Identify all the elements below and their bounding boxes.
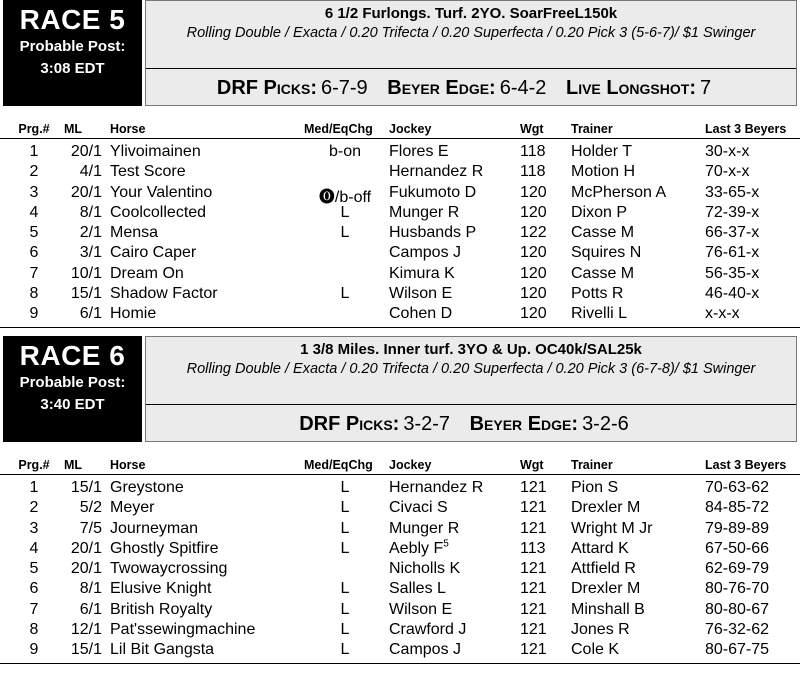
cell-beyers: 80-80-67 (705, 600, 770, 618)
cell-jockey (389, 184, 476, 202)
race-header (0, 336, 800, 442)
col-ml: ML (64, 458, 83, 472)
cell-med: ⓿/b-off (318, 188, 372, 206)
race-header (0, 0, 800, 106)
table-row (0, 162, 800, 182)
race-number: RACE 5 (19, 4, 126, 35)
cell-ml: 3/1 (79, 244, 102, 262)
race-conditions: 6 1/2 Furlongs. Turf. 2YO. SoarFreeL150k (324, 5, 618, 22)
cell-trainer: Dixon P (571, 203, 628, 221)
pick-item (217, 77, 382, 99)
cell-ml: 20/1 (70, 183, 102, 201)
race-picks (146, 75, 796, 101)
jockey-name: Flores E (389, 143, 449, 160)
cell-horse: Meyer (110, 499, 155, 517)
cell-beyers: 67-50-66 (705, 539, 770, 557)
cell-prg: 8 (29, 285, 39, 303)
cell-beyers: 30-x-x (705, 143, 750, 160)
cell-jockey (389, 621, 466, 639)
cell-prg: 5 (29, 224, 39, 242)
cell-beyers: 33-65-x (705, 183, 760, 201)
cell-wgt: 121 (520, 600, 547, 618)
cell-beyers: x-x-x (705, 305, 740, 323)
cell-ml: 7/5 (79, 519, 102, 537)
cell-prg: 6 (29, 580, 39, 598)
cell-med: L (340, 224, 350, 242)
cell-jockey (389, 143, 449, 161)
col-horse: Horse (110, 122, 146, 136)
cell-wgt: 118 (520, 143, 546, 160)
jockey-name: Campos J (389, 641, 462, 659)
cell-med: L (340, 285, 350, 303)
cell-wgt: 121 (520, 580, 547, 598)
cell-horse: Coolcollected (110, 203, 207, 221)
cell-trainer: Minshall B (571, 600, 645, 618)
cell-ml: 12/1 (70, 621, 102, 639)
cell-horse: Lil Bit Gangsta (110, 641, 215, 659)
cell-prg: 4 (29, 203, 39, 221)
jockey-name: Munger R (389, 519, 460, 537)
jockey-name: Fukumoto D (389, 183, 477, 201)
jockey-name: Munger R (389, 203, 460, 221)
table-row (0, 620, 800, 640)
col-jockey: Jockey (389, 458, 432, 472)
pick-label: Beyer Edge: (387, 77, 496, 99)
cell-prg: 1 (29, 143, 39, 160)
cell-horse: Twowaycrossing (110, 560, 228, 578)
cell-med: L (340, 621, 350, 639)
jockey-name: Hernandez R (389, 163, 484, 181)
jockey-name: Hernandez R (389, 479, 484, 496)
cell-wgt: 121 (520, 479, 547, 496)
cell-wgt: 113 (520, 539, 546, 557)
cell-med: b-on (328, 143, 362, 160)
cell-horse: Elusive Knight (110, 580, 212, 598)
cell-ml: 4/1 (79, 163, 102, 181)
col-trainer: Trainer (571, 122, 613, 136)
cell-prg: 2 (29, 499, 39, 517)
cell-ml: 8/1 (79, 203, 102, 221)
jockey-name: Crawford J (389, 621, 467, 639)
race-info-panel (145, 0, 797, 106)
cell-trainer: Holder T (571, 143, 633, 160)
cell-beyers: 76-32-62 (705, 621, 770, 639)
pick-label: Live Longshot: (565, 77, 696, 99)
jockey-name: Kimura K (389, 264, 455, 282)
cell-wgt: 121 (520, 519, 547, 537)
apprentice-allowance: 5 (443, 538, 449, 550)
cell-horse: Your Valentino (110, 183, 213, 201)
pick-value: 6-7-9 (320, 77, 368, 99)
cell-med: L (340, 519, 350, 537)
cell-wgt: 118 (520, 163, 546, 181)
cell-prg: 8 (29, 621, 39, 639)
cell-jockey (389, 244, 461, 262)
cell-horse: Pat'ssewingmachine (110, 621, 256, 639)
table-row (0, 519, 800, 539)
cell-beyers: 62-69-79 (705, 560, 770, 578)
cell-jockey (389, 641, 461, 659)
cell-beyers: 80-76-70 (705, 580, 770, 598)
col-ml: ML (64, 122, 83, 136)
cell-prg: 7 (29, 600, 39, 618)
picks-divider (146, 68, 796, 69)
race-title-box (3, 0, 142, 106)
cell-ml: 5/2 (79, 499, 102, 517)
table-row (0, 284, 800, 304)
cell-beyers: 70-x-x (705, 163, 750, 181)
col-wgt: Wgt (520, 122, 544, 136)
table-row (0, 264, 800, 284)
race-title-box (3, 336, 142, 442)
cell-horse: British Royalty (110, 600, 213, 618)
cell-wgt: 122 (520, 224, 547, 242)
picks-divider (146, 404, 796, 405)
table-row (0, 539, 800, 559)
cell-prg: 9 (29, 305, 39, 323)
cell-wgt: 120 (520, 285, 547, 303)
cell-beyers: 80-67-75 (705, 641, 770, 659)
pick-label: DRF Picks: (299, 413, 400, 435)
pick-value: 3-2-6 (582, 413, 629, 435)
table-row (0, 183, 800, 206)
cell-horse: Journeyman (110, 519, 199, 537)
cell-med: L (340, 539, 350, 557)
cell-prg: 4 (29, 539, 39, 557)
table-row (0, 600, 800, 620)
cell-jockey (389, 479, 483, 497)
col-med: Med/EqChg (304, 458, 373, 472)
cell-trainer: Jones R (571, 621, 630, 639)
cell-ml: 20/1 (70, 143, 102, 160)
cell-horse: Mensa (110, 224, 159, 242)
cell-beyers: 56-35-x (705, 264, 760, 282)
cell-wgt: 121 (520, 499, 547, 517)
cell-prg: 9 (29, 641, 39, 659)
cell-trainer: Pion S (571, 479, 619, 496)
cell-jockey (389, 580, 446, 598)
cell-ml: 6/1 (79, 305, 102, 323)
cell-horse: Test Score (110, 163, 186, 181)
cell-med: L (340, 203, 350, 221)
pick-value: 3-2-7 (403, 413, 451, 435)
cell-jockey (389, 305, 452, 323)
cell-horse: Shadow Factor (110, 285, 218, 303)
col-med: Med/EqChg (304, 122, 373, 136)
cell-trainer: McPherson A (571, 183, 667, 201)
cell-med: L (340, 580, 350, 598)
race-section (0, 0, 800, 328)
cell-trainer: Potts R (571, 285, 624, 303)
cell-trainer: Motion H (571, 163, 636, 181)
cell-horse: Greystone (110, 479, 184, 496)
cell-trainer: Rivelli L (571, 305, 628, 323)
cell-ml: 20/1 (70, 560, 102, 578)
cell-jockey (389, 520, 459, 538)
cell-trainer: Drexler M (571, 499, 641, 517)
cell-prg: 3 (29, 183, 39, 201)
cell-wgt: 120 (520, 264, 547, 282)
cell-wgt: 121 (520, 560, 547, 578)
jockey-name: Civaci S (389, 499, 448, 517)
cell-jockey (389, 540, 449, 558)
cell-trainer: Casse M (571, 224, 635, 242)
cell-trainer: Squires N (571, 244, 642, 262)
table-row (0, 640, 800, 660)
cell-beyers: 84-85-72 (705, 499, 770, 517)
table-row (0, 304, 800, 324)
jockey-name: Wilson E (389, 285, 453, 303)
race-picks (146, 411, 796, 437)
pick-item (387, 77, 560, 99)
cell-ml: 15/1 (70, 285, 102, 303)
table-row (0, 223, 800, 243)
cell-trainer: Attard K (571, 539, 629, 557)
cell-wgt: 120 (520, 203, 547, 221)
cell-beyers: 70-63-62 (705, 479, 770, 496)
cell-beyers: 76-61-x (705, 244, 760, 262)
post-time: 3:40 EDT (40, 396, 105, 413)
col-jockey: Jockey (389, 122, 432, 136)
cell-horse: Dream On (110, 264, 184, 282)
pick-label: Beyer Edge: (469, 413, 579, 435)
col-trainer: Trainer (571, 458, 613, 472)
col-prg: Prg.# (18, 458, 50, 472)
cell-prg: 2 (29, 163, 39, 181)
cell-jockey (389, 560, 460, 578)
cell-wgt: 120 (520, 244, 547, 262)
pick-value: 7 (699, 77, 712, 99)
cell-beyers: 72-39-x (705, 203, 760, 221)
col-horse: Horse (110, 458, 146, 472)
jockey-name: Nicholls K (389, 560, 461, 578)
cell-horse: Homie (110, 305, 157, 323)
cell-jockey (389, 163, 483, 181)
race-wagers: Rolling Double / Exacta / 0.20 Trifecta / 0.20 Superfecta / 0.20 Pick 3 (6-7-8)/ $1 Swinger (186, 361, 756, 377)
cell-beyers: 79-89-89 (705, 519, 770, 537)
col-prg: Prg.# (18, 122, 50, 136)
race-wagers: Rolling Double / Exacta / 0.20 Trifecta / 0.20 Superfecta / 0.20 Pick 3 (5-6-7)/ $1 Swinger (186, 25, 756, 41)
column-header-row (0, 452, 800, 475)
jockey-name: Husbands P (389, 224, 477, 242)
cell-ml: 10/1 (70, 264, 102, 282)
table-row (0, 142, 800, 162)
cell-jockey (389, 224, 476, 242)
cell-ml: 15/1 (70, 641, 102, 659)
cell-prg: 5 (29, 560, 39, 578)
cell-med: L (340, 641, 350, 659)
race-number: RACE 6 (19, 340, 126, 371)
table-row (0, 498, 800, 518)
post-label: Probable Post: (19, 374, 126, 391)
jockey-name: Campos J (389, 244, 462, 262)
cell-prg: 1 (29, 479, 39, 496)
cell-jockey (389, 499, 448, 517)
cell-jockey (389, 265, 455, 283)
pick-item (566, 77, 725, 99)
cell-jockey (389, 204, 459, 222)
cell-trainer: Wright M Jr (571, 519, 653, 537)
pick-item (299, 413, 464, 435)
cell-prg: 3 (29, 519, 39, 537)
cell-ml: 15/1 (70, 479, 102, 496)
cell-beyers: 66-37-x (705, 224, 760, 242)
pick-label: DRF Picks: (216, 77, 317, 99)
cell-med: L (340, 499, 350, 517)
cell-trainer: Casse M (571, 264, 635, 282)
cell-trainer: Cole K (571, 641, 620, 659)
race-section (0, 336, 800, 664)
post-label: Probable Post: (19, 38, 126, 55)
cell-ml: 2/1 (79, 224, 102, 242)
cell-beyers: 46-40-x (705, 285, 760, 303)
cell-trainer: Drexler M (571, 580, 641, 598)
cell-wgt: 121 (520, 641, 547, 659)
entries-list (0, 475, 800, 664)
pick-value: 6-4-2 (499, 77, 547, 99)
cell-ml: 6/1 (79, 600, 102, 618)
cell-wgt: 120 (520, 183, 547, 201)
jockey-name: Aebly F (389, 539, 444, 557)
jockey-name: Cohen D (389, 305, 453, 323)
table-row (0, 559, 800, 579)
post-time: 3:08 EDT (40, 60, 105, 77)
col-wgt: Wgt (520, 458, 544, 472)
race-info-panel (145, 336, 797, 442)
table-row (0, 243, 800, 263)
table-row (0, 203, 800, 223)
cell-jockey (389, 601, 452, 619)
jockey-name: Wilson E (389, 600, 453, 618)
cell-prg: 7 (29, 264, 39, 282)
table-row (0, 478, 800, 498)
cell-jockey (389, 285, 452, 303)
cell-trainer: Attfield R (571, 560, 636, 578)
cell-wgt: 120 (520, 305, 547, 323)
cell-horse: Ylivoimainen (110, 143, 201, 160)
pick-item (470, 413, 643, 435)
table-row (0, 579, 800, 599)
entries-list (0, 139, 800, 328)
cell-prg: 6 (29, 244, 39, 262)
cell-ml: 8/1 (79, 580, 102, 598)
col-beyers: Last 3 Beyers (705, 122, 787, 136)
cell-wgt: 121 (520, 621, 547, 639)
cell-med: L (340, 600, 350, 618)
cell-med: L (340, 479, 350, 496)
cell-ml: 20/1 (70, 539, 102, 557)
column-header-row (0, 116, 800, 139)
cell-horse: Cairo Caper (110, 244, 197, 262)
cell-horse: Ghostly Spitfire (110, 539, 219, 557)
race-conditions: 1 3/8 Miles. Inner turf. 3YO & Up. OC40k/SAL25k (300, 341, 642, 358)
jockey-name: Salles L (389, 580, 446, 598)
col-beyers: Last 3 Beyers (705, 458, 787, 472)
